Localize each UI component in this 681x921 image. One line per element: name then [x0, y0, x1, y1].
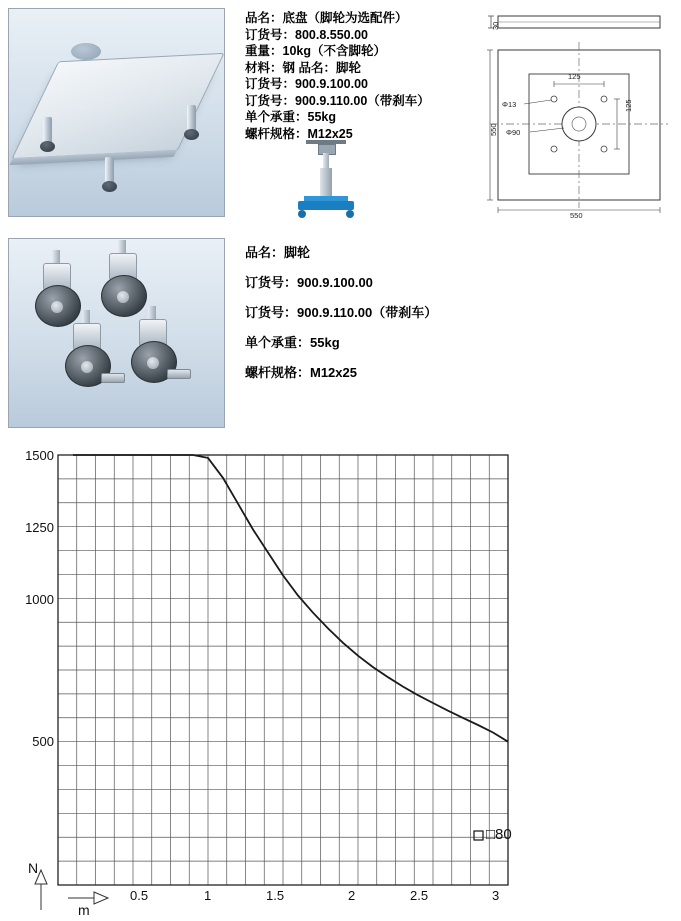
spec-line: 订货号：900.9.100.00 — [245, 77, 368, 91]
spec-line: 单个承重：55kg — [245, 110, 336, 124]
base-plate-center-hole — [71, 43, 101, 60]
spec-line: 订货号：800.8.550.00 — [245, 27, 368, 42]
spec-line: 重量：10kg（不含脚轮） — [245, 44, 386, 58]
caster-leg-icon — [105, 157, 114, 183]
spec-line: 材料：钢 品名：脚轮 — [245, 60, 361, 75]
dim-hole-diameter: Φ13 — [502, 100, 517, 109]
spec-line: 订货号：900.9.110.00（带刹车） — [245, 93, 430, 108]
casters-photo — [8, 238, 225, 428]
x-axis-label: m — [78, 902, 90, 918]
x-tick-label: 3 — [492, 888, 500, 903]
spec-line: 订货号：900.9.100.00 — [245, 275, 373, 290]
caster-brake-icon — [167, 369, 191, 379]
y-axis-label: N — [28, 860, 39, 876]
x-tick-label: 2.5 — [410, 888, 429, 903]
caster-icon — [97, 253, 149, 315]
caster-leg-icon — [187, 105, 196, 131]
y-tick-label: 1250 — [25, 520, 54, 535]
spec-line: 螺杆规格：M12x25 — [245, 126, 353, 141]
x-tick-label: 2 — [348, 888, 356, 903]
dim-center-diameter: Φ90 — [506, 128, 521, 137]
caster-icon — [31, 263, 83, 325]
caster-spec-block — [245, 238, 437, 388]
spec-line: 品名：底盘（脚轮为选配件） — [245, 11, 408, 25]
dim-hole-spacing-top: 125 — [568, 72, 581, 81]
load-chart — [8, 440, 673, 918]
spec-line: 单个承重：55kg — [245, 335, 340, 350]
stand-illustration — [296, 140, 356, 220]
y-tick-label: 500 — [32, 734, 54, 749]
dim-hole-spacing-right: 125 — [624, 99, 633, 112]
dim-height: 550 — [489, 123, 498, 136]
technical-drawing-svg — [484, 8, 672, 223]
caster-icon — [61, 323, 113, 385]
caster-icon — [127, 319, 179, 381]
y-tick-label: 1500 — [25, 448, 54, 463]
x-tick-label: 1 — [204, 888, 212, 903]
dim-thickness: 30 — [491, 21, 500, 30]
y-tick-label: 1000 — [25, 592, 54, 607]
spec-line: 订货号：900.9.110.00（带刹车） — [245, 305, 438, 320]
x-tick-label: 0.5 — [130, 888, 149, 903]
technical-drawing — [484, 8, 672, 223]
spec-line: 螺杆规格：M12x25 — [245, 365, 357, 380]
x-tick-label: 1.5 — [266, 888, 285, 903]
curve-annotation: □80 — [486, 826, 512, 843]
spec-line: 品名：脚轮 — [245, 245, 311, 260]
base-spec-block — [245, 10, 430, 142]
load-chart-svg — [8, 440, 673, 918]
base-plate-photo — [8, 8, 225, 217]
caster-brake-icon — [101, 373, 125, 383]
dim-width: 550 — [570, 211, 583, 220]
caster-leg-icon — [43, 117, 52, 143]
